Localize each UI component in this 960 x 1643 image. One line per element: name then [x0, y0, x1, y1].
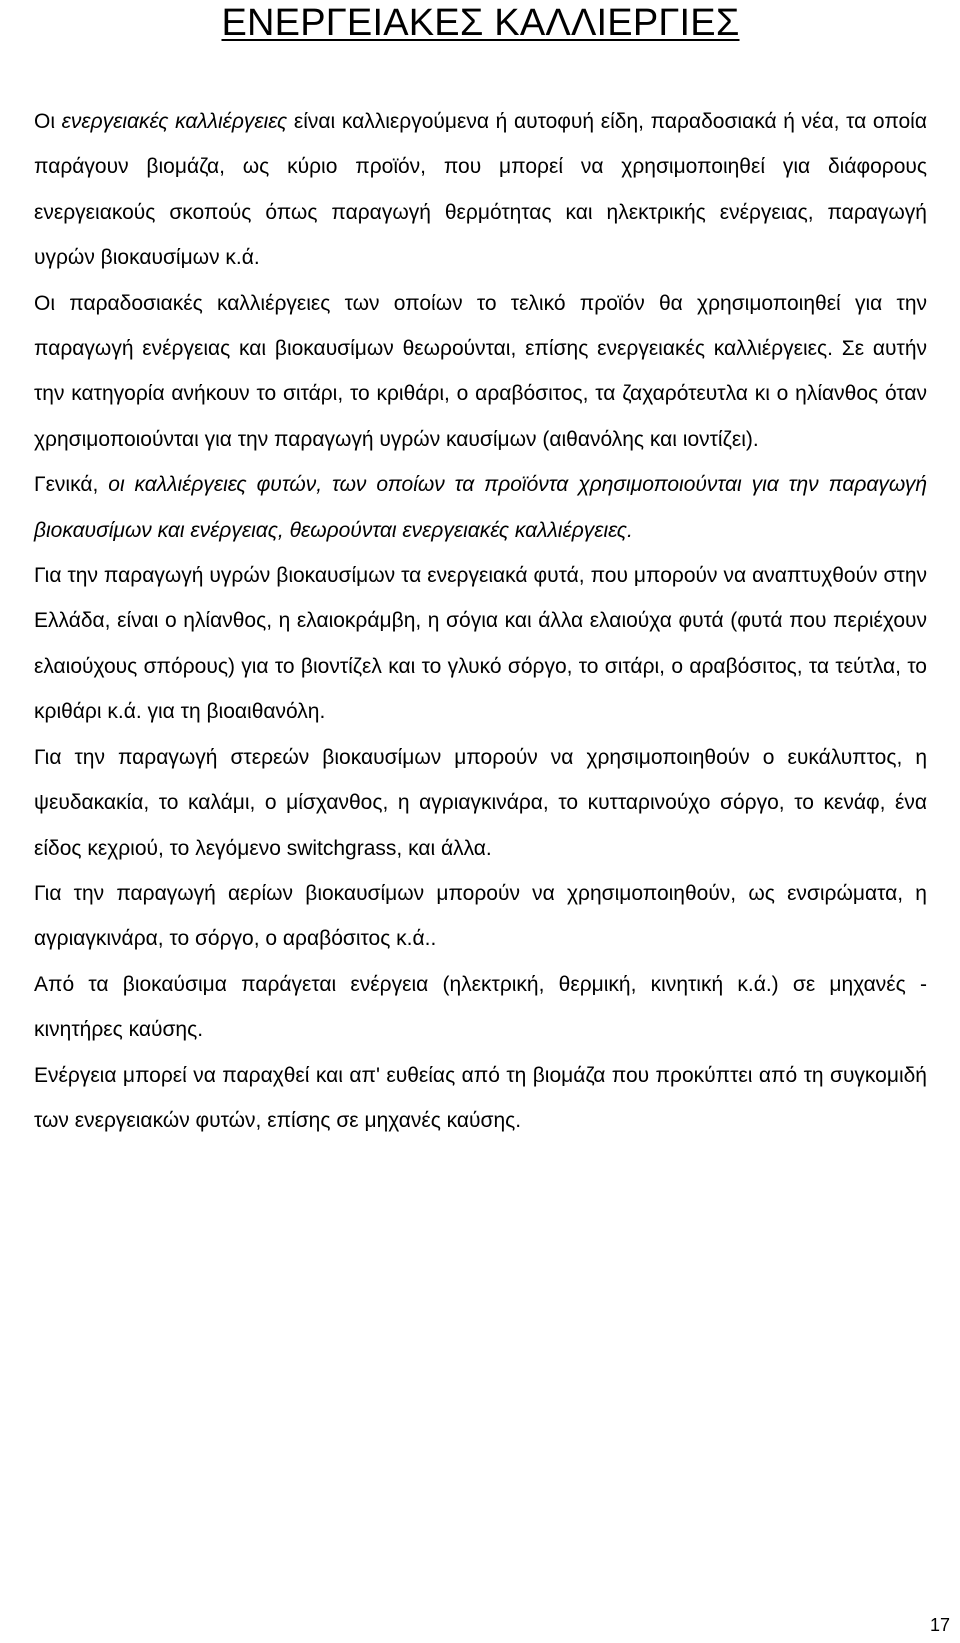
document-body [34, 99, 927, 1143]
paragraph-4 [34, 553, 927, 735]
italic-text-run: ενεργειακές καλλιέργειες [61, 110, 288, 133]
text-run: Από τα βιοκαύσιμα παράγεται ενέργεια (ηλεκτρική, θερμική, κινητική κ.ά.) σε μηχανές - κινητήρες καύσης. [34, 972, 927, 1042]
italic-text-run: οι καλλιέργειες φυτών, των οποίων τα προϊόντα χρησιμοποιούνται για την παραγωγή βιοκαυσίμων και ενέργειας, θεωρούνται ενεργειακές καλλιέργειες. [34, 473, 927, 542]
text-run: Για την παραγωγή υγρών βιοκαυσίμων τα ενεργειακά φυτά, που μπορούν να αναπτυχθούν στην Ελλάδα, είναι ο ηλίανθος, η ελαιοκράμβη, η σόγια και άλλα ελαιούχα φυτά (φυτά που περιέχουν ελαιούχους σπόρους) για το βιοντίζελ και το γλυκό σόργο, το σιτάρι, ο αραβόσιτος, τα τεύτλα, το κριθάρι κ.ά. για τη βιοαιθανόλη. [34, 564, 927, 724]
paragraph-7 [34, 962, 927, 1053]
paragraph-8 [34, 1053, 927, 1144]
paragraph-1 [34, 99, 927, 281]
paragraph-5 [34, 735, 927, 871]
text-run: Ενέργεια μπορεί να παραχθεί και απ' ευθείας από τη βιομάζα που προκύπτει από τη συγκομιδή των ενεργειακών φυτών, επίσης σε μηχανές καύσης. [34, 1063, 927, 1132]
document-page [34, 0, 927, 1143]
paragraph-6 [34, 871, 927, 962]
page-number: 17 [929, 1615, 950, 1635]
paragraph-2 [34, 281, 927, 463]
text-run: είναι καλλιεργούμενα ή αυτοφυή είδη, παραδοσιακά ή νέα, τα οποία παράγουν βιομάζα, ως κύριο προϊόν, που μπορεί να χρησιμοποιηθεί για διάφορους ενεργειακούς σκοπούς όπως παραγωγή θερμότητας και ηλεκτρικής ενέργειας, παραγωγή υγρών βιοκαυσίμων κ.ά. [34, 110, 927, 270]
text-run: Γενικά, [34, 473, 109, 497]
text-run: Οι [34, 110, 62, 133]
text-run: Για την παραγωγή στερεών βιοκαυσίμων μπορούν να χρησιμοποιηθούν ο ευκάλυπτος, η ψευδακακία, το καλάμι, ο μίσχανθος, η αγριαγκινάρα, το κυτταρινούχο σόργο, το κενάφ, ένα είδος κεχριού, το λεγόμενο switchgrass, και άλλα. [34, 745, 927, 860]
text-run: Για την παραγωγή αερίων βιοκαυσίμων μπορούν να χρησιμοποιηθούν, ως ενσιρώματα, η αγριαγκινάρα, το σόργο, ο αραβόσιτος κ.ά.. [34, 881, 927, 951]
text-run: Οι παραδοσιακές καλλιέργειες των οποίων το τελικό προϊόν θα χρησιμοποιηθεί για την παραγωγή ενέργειας και βιοκαυσίμων θεωρούνται, επίσης ενεργειακές καλλιέργειες. Σε αυτήν την κατηγορία ανήκουν το σιτάρι, το κριθάρι, ο αραβόσιτος, τα ζαχαρότευτλα κι ο ηλίανθος όταν χρησιμοποιούνται για την παραγωγή υγρών καυσίμων (αιθανόλης και ιοντίζει). [34, 291, 927, 451]
document-title: ΕΝΕΡΓΕΙΑΚΕΣ ΚΑΛΛΙΕΡΓΙΕΣ [221, 2, 740, 44]
paragraph-3 [34, 462, 927, 553]
